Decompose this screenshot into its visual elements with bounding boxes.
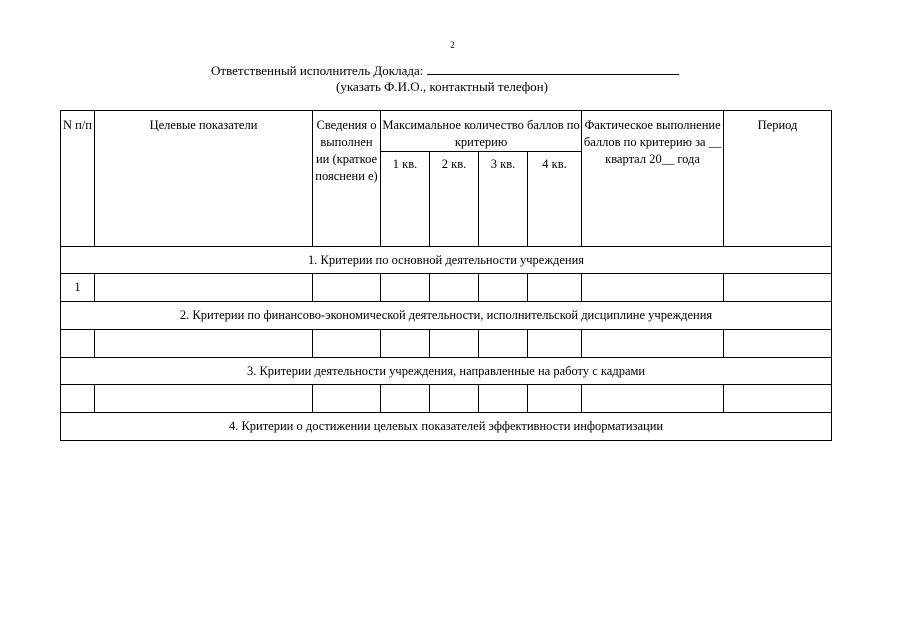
section-title: 4. Критерии о достижении целевых показателей эффективности информатизации	[61, 413, 832, 441]
table-cell	[95, 330, 313, 358]
header-actual: Фактическое выполнение баллов по критерию за __ квартал 20__ года	[582, 111, 724, 247]
section-title: 2. Критерии по финансово-экономической деятельности, исполнительской дисциплине учреждения	[61, 302, 832, 330]
section-row	[61, 302, 832, 330]
table-row	[61, 274, 832, 302]
section-title: 1. Критерии по основной деятельности учреждения	[61, 247, 832, 274]
table-cell	[95, 274, 313, 302]
section-row	[61, 358, 832, 385]
header-q2: 2 кв.	[430, 152, 479, 247]
header-num: N п/п	[61, 111, 95, 247]
table-cell	[724, 330, 832, 358]
responsible-executor-blank	[427, 62, 679, 75]
header-indicators: Целевые показатели	[95, 111, 313, 247]
table-cell	[582, 274, 724, 302]
responsible-executor-label: Ответственный исполнитель Доклада:	[211, 63, 424, 78]
responsible-executor-line	[211, 62, 679, 79]
table-cell	[381, 385, 430, 413]
header-info: Сведения о выполнен ии (краткое пояснени е)	[313, 111, 381, 247]
table-cell	[724, 385, 832, 413]
row-number	[61, 385, 95, 413]
header-period: Период	[724, 111, 832, 247]
criteria-table	[60, 110, 832, 441]
table-cell	[381, 274, 430, 302]
table-cell	[724, 274, 832, 302]
table-row	[61, 330, 832, 358]
row-number: 1	[61, 274, 95, 302]
table-cell	[430, 274, 479, 302]
section-title: 3. Критерии деятельности учреждения, направленные на работу с кадрами	[61, 358, 832, 385]
section-row	[61, 413, 832, 441]
table-cell	[582, 385, 724, 413]
table-cell	[430, 330, 479, 358]
responsible-executor-hint: (указать Ф.И.О., контактный телефон)	[336, 79, 548, 94]
table-cell	[582, 330, 724, 358]
table-cell	[95, 385, 313, 413]
header-max-points: Максимальное количество баллов по критерию	[381, 111, 582, 152]
table-cell	[313, 274, 381, 302]
header-q3: 3 кв.	[479, 152, 528, 247]
table-cell	[528, 274, 582, 302]
section-row	[61, 247, 832, 274]
table-cell	[313, 330, 381, 358]
table-cell	[430, 385, 479, 413]
header-row-top	[61, 111, 832, 152]
table-cell	[479, 330, 528, 358]
table-cell	[528, 385, 582, 413]
row-number	[61, 330, 95, 358]
table-cell	[479, 274, 528, 302]
table-cell	[528, 330, 582, 358]
table-cell	[313, 385, 381, 413]
header-q1: 1 кв.	[381, 152, 430, 247]
table-cell	[479, 385, 528, 413]
table-row	[61, 385, 832, 413]
table-cell	[381, 330, 430, 358]
page-number: 2	[450, 40, 455, 50]
header-q4: 4 кв.	[528, 152, 582, 247]
